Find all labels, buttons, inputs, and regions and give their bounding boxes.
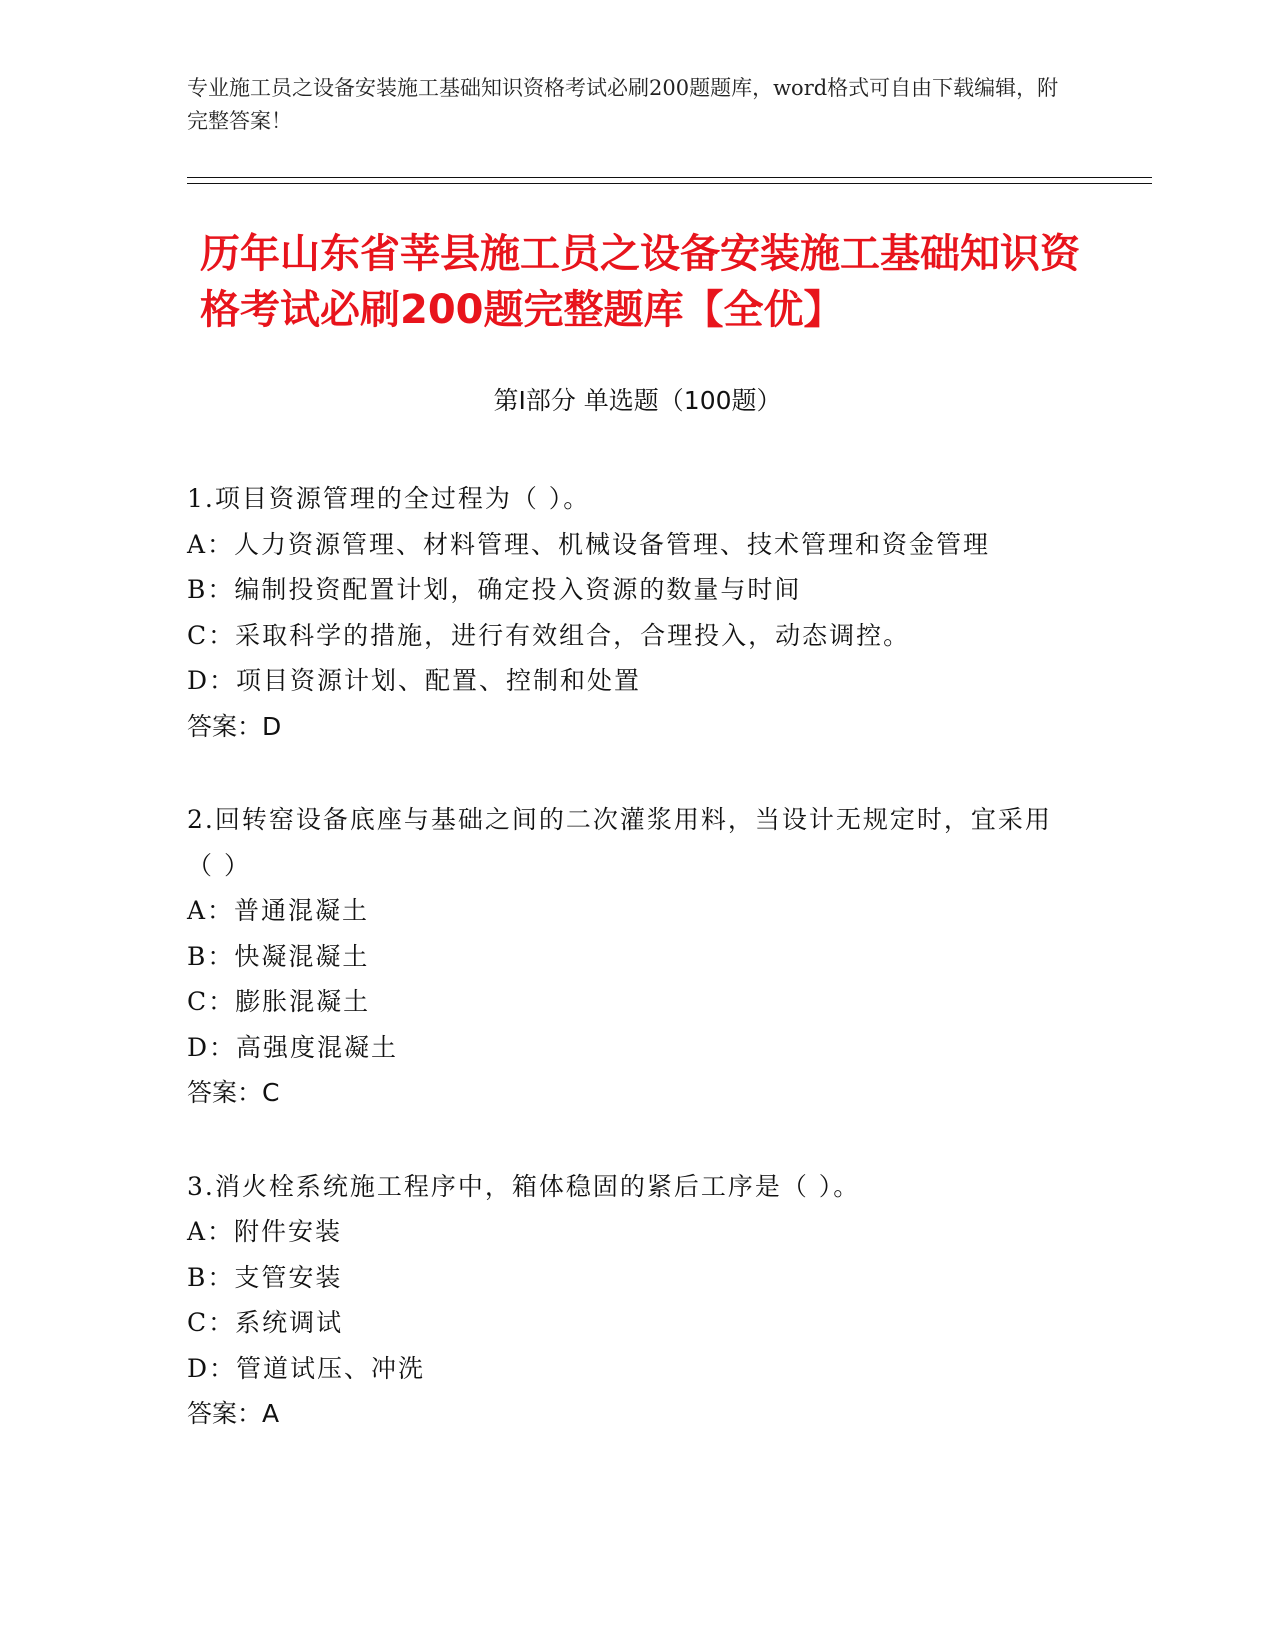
option-c: C：采取科学的措施，进行有效组合，合理投入，动态调控。 (187, 620, 911, 650)
document-title: 历年山东省莘县施工员之设备安装施工基础知识资格考试必刷200题完整题库【全优】 (200, 231, 1080, 333)
question-list (187, 476, 1067, 1485)
question-1 (187, 476, 1067, 749)
question-2 (187, 797, 1067, 1116)
option-a: A：人力资源管理、材料管理、机械设备管理、技术管理和资金管理 (187, 529, 991, 559)
option-a: A：附件安装 (187, 1217, 343, 1246)
option-d: D：管道试压、冲洗 (187, 1353, 426, 1383)
option-d: D：高强度混凝土 (187, 1032, 399, 1062)
option-d: D：项目资源计划、配置、控制和处置 (187, 666, 642, 695)
header-note: 专业施工员之设备安装施工基础知识资格考试必刷200题题库，word格式可自由下载编辑，附完整答案！ (187, 76, 1059, 133)
question-3 (187, 1164, 1067, 1437)
option-c: C：系统调试 (187, 1308, 344, 1337)
question-text: 1.项目资源管理的全过程为（ ）。 (187, 484, 591, 513)
header-divider-bottom (187, 183, 1152, 184)
option-a: A：普通混凝土 (187, 896, 370, 925)
answer: 答案：C (187, 1078, 280, 1107)
option-b: B：编制投资配置计划，确定投入资源的数量与时间 (187, 575, 802, 604)
option-c: C：膨胀混凝土 (187, 987, 371, 1016)
header-divider-top (187, 177, 1152, 178)
option-b: B：支管安装 (187, 1262, 343, 1292)
answer: 答案：D (187, 711, 282, 741)
question-text: 2.回转窑设备底座与基础之间的二次灌浆用料，当设计无规定时，宜采用（ ） (187, 805, 1052, 880)
option-b: B：快凝混凝土 (187, 941, 370, 971)
question-text: 3.消火栓系统施工程序中，箱体稳固的紧后工序是（ ）。 (187, 1171, 861, 1201)
answer: 答案：A (187, 1399, 280, 1428)
section-title: 第Ⅰ部分 单选题（100题） (493, 386, 782, 415)
